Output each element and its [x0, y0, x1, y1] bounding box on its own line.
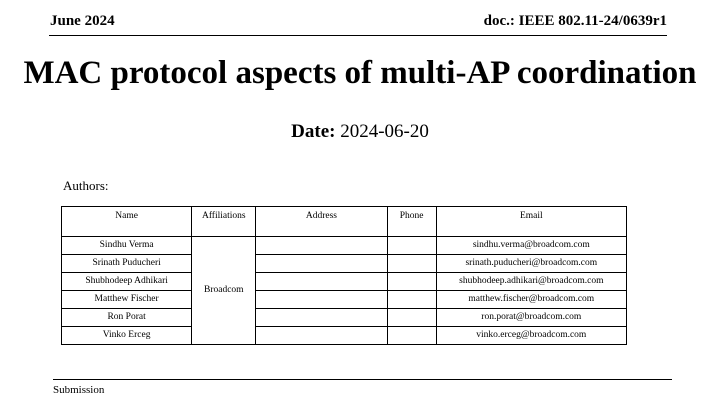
author-email: ron.porat@broadcom.com [436, 309, 626, 327]
page-title: MAC protocol aspects of multi-AP coordination [23, 55, 697, 91]
author-address [256, 327, 387, 345]
date-value: 2024-06-20 [340, 121, 429, 142]
author-email: shubhodeep.adhikari@broadcom.com [436, 273, 626, 291]
author-name: Matthew Fischer [62, 291, 192, 309]
author-email: matthew.fischer@broadcom.com [436, 291, 626, 309]
footer-divider [53, 379, 672, 380]
author-phone [387, 273, 436, 291]
table-row [62, 237, 627, 255]
column-header-phone: Phone [387, 207, 436, 237]
author-name: Sindhu Verma [62, 237, 192, 255]
author-phone [387, 255, 436, 273]
table-row [62, 309, 627, 327]
date-label: Date: [291, 121, 336, 142]
author-phone [387, 291, 436, 309]
table-row [62, 327, 627, 345]
author-email: sindhu.verma@broadcom.com [436, 237, 626, 255]
author-email: vinko.erceg@broadcom.com [436, 327, 626, 345]
column-header-name: Name [62, 207, 192, 237]
author-phone [387, 309, 436, 327]
author-name: Srinath Puducheri [62, 255, 192, 273]
column-header-address: Address [256, 207, 387, 237]
author-phone [387, 237, 436, 255]
author-address [256, 291, 387, 309]
header-divider [49, 35, 667, 36]
table-row [62, 273, 627, 291]
author-address [256, 309, 387, 327]
author-address [256, 237, 387, 255]
table-row [62, 291, 627, 309]
author-email: srinath.puducheri@broadcom.com [436, 255, 626, 273]
author-address [256, 273, 387, 291]
footer-label: Submission [53, 384, 105, 396]
author-phone [387, 327, 436, 345]
authors-label: Authors: [63, 178, 109, 193]
author-name: Ron Porat [62, 309, 192, 327]
author-name: Shubhodeep Adhikari [62, 273, 192, 291]
author-affiliation: Broadcom [192, 237, 256, 345]
date-line [0, 121, 720, 143]
header-doc-id: doc.: IEEE 802.11-24/0639r1 [483, 13, 667, 29]
header-date: June 2024 [50, 13, 115, 29]
table-row [62, 255, 627, 273]
column-header-affiliations: Affiliations [192, 207, 256, 237]
author-address [256, 255, 387, 273]
table-header-row [62, 207, 627, 237]
column-header-email: Email [436, 207, 626, 237]
author-name: Vinko Erceg [62, 327, 192, 345]
authors-table [61, 206, 627, 345]
